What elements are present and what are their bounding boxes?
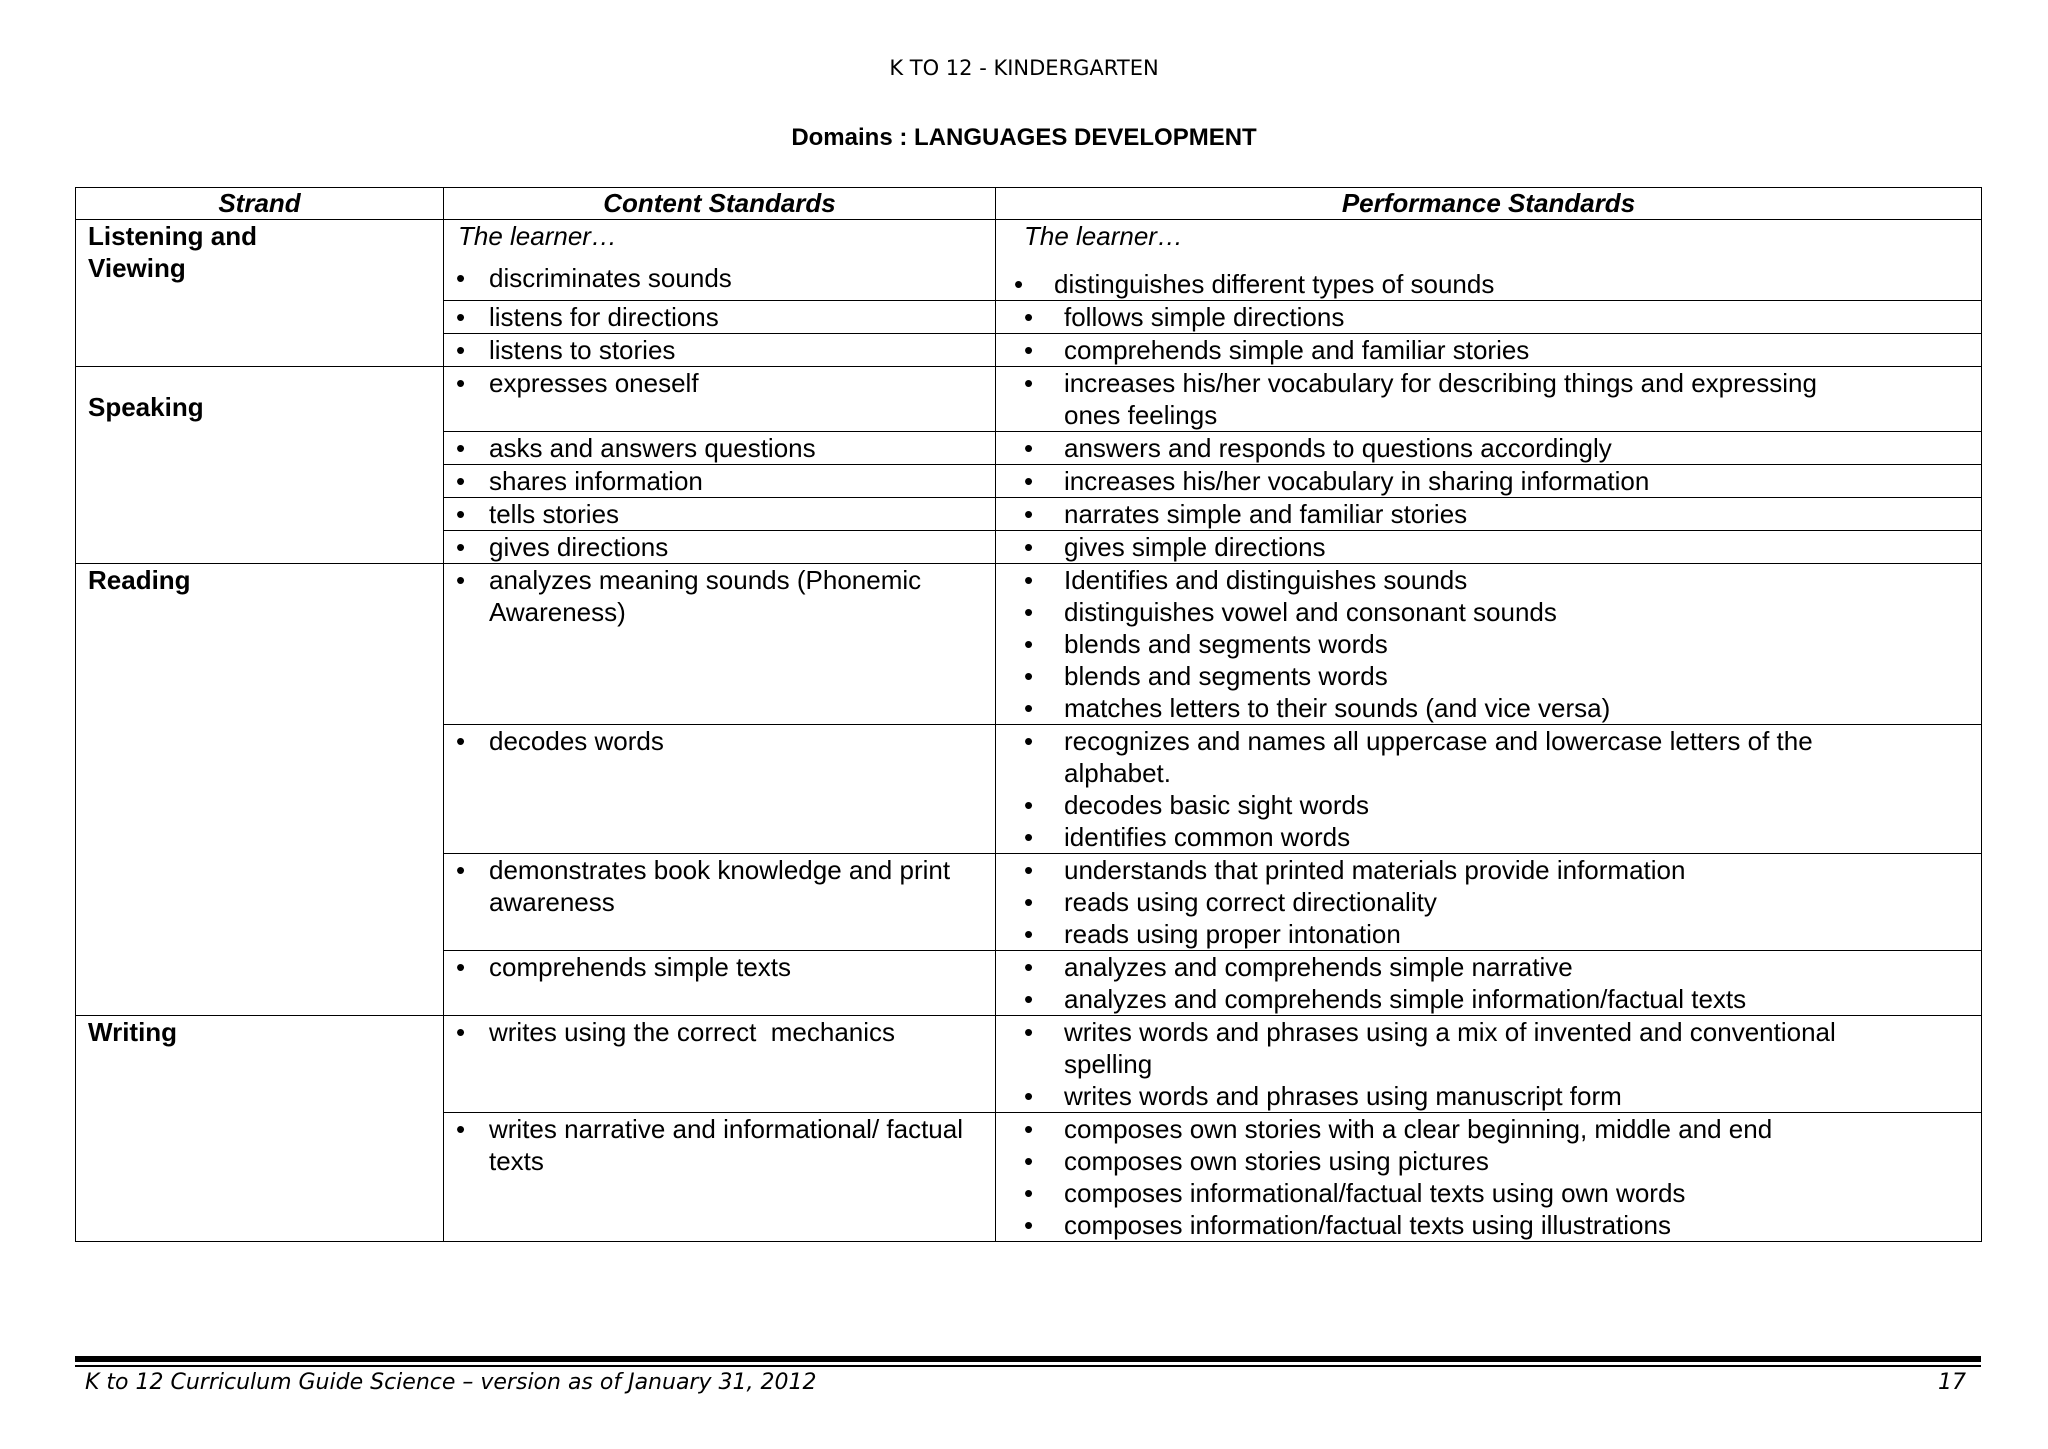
performance-item: • writes words and phrases using a mix of invented and conventional spelling: [1006, 1016, 1971, 1080]
performance-item: • identifies common words: [1006, 821, 1971, 853]
content-cell: [444, 220, 996, 301]
performance-cell: [996, 301, 1982, 334]
performance-cell: [996, 725, 1982, 854]
content-item: • shares information: [454, 465, 985, 497]
content-item: • decodes words: [454, 725, 985, 757]
footer-rule-thin: [75, 1365, 1981, 1367]
learner-prefix: The learner…: [458, 221, 617, 251]
content-cell: [444, 725, 996, 854]
performance-item: • composes informational/factual texts using own words: [1006, 1177, 1971, 1209]
performance-cell: [996, 432, 1982, 465]
performance-cell: [996, 334, 1982, 367]
content-cell: [444, 531, 996, 564]
standards-table: [75, 187, 1982, 1242]
performance-item: • composes information/factual texts using illustrations: [1006, 1209, 1971, 1241]
content-item: • tells stories: [454, 498, 985, 530]
performance-item: • composes own stories with a clear beginning, middle and end: [1006, 1113, 1971, 1145]
content-cell: [444, 951, 996, 1016]
strand-label: Listening and Viewing: [88, 221, 257, 283]
content-item: • writes narrative and informational/ factual texts: [454, 1113, 985, 1177]
content-item: • listens to stories: [454, 334, 985, 366]
table-row: [76, 564, 1982, 725]
performance-item: • narrates simple and familiar stories: [1006, 498, 1971, 530]
content-item: • demonstrates book knowledge and print awareness: [454, 854, 985, 918]
content-item: • asks and answers questions: [454, 432, 985, 464]
performance-cell: [996, 854, 1982, 951]
performance-item: • distinguishes vowel and consonant sounds: [1006, 596, 1971, 628]
performance-item: • analyzes and comprehends simple information/factual texts: [1006, 983, 1971, 1015]
performance-item: • writes words and phrases using manuscript form: [1006, 1080, 1971, 1112]
page-header: K TO 12 - KINDERGARTEN: [889, 56, 1159, 80]
performance-item: • reads using proper intonation: [1006, 918, 1971, 950]
performance-item: • composes own stories using pictures: [1006, 1145, 1971, 1177]
content-item: • writes using the correct mechanics: [454, 1016, 985, 1048]
content-item: • analyzes meaning sounds (Phonemic Awareness): [454, 564, 985, 628]
footer-title: K to 12 Curriculum Guide Science – version as of January 31, 2012: [85, 1370, 817, 1395]
content-item: • discriminates sounds: [454, 262, 985, 294]
content-item: • comprehends simple texts: [454, 951, 985, 983]
performance-cell: [996, 220, 1982, 301]
strand-label: Speaking: [88, 392, 204, 422]
strand-cell: [76, 220, 444, 367]
performance-item: • distinguishes different types of sounds: [996, 268, 1971, 300]
content-item: • gives directions: [454, 531, 985, 563]
content-cell: [444, 564, 996, 725]
content-cell: [444, 334, 996, 367]
content-cell: [444, 367, 996, 432]
content-cell: [444, 1113, 996, 1242]
strand-cell: [76, 1016, 444, 1242]
performance-cell: [996, 1016, 1982, 1113]
performance-item: • increases his/her vocabulary in sharing information: [1006, 465, 1971, 497]
strand-cell: [76, 367, 444, 564]
performance-item: • increases his/her vocabulary for describing things and expressing ones feelings: [1006, 367, 1971, 431]
content-item: • listens for directions: [454, 301, 985, 333]
content-cell: [444, 498, 996, 531]
performance-item: • recognizes and names all uppercase and lowercase letters of the alphabet.: [1006, 725, 1971, 789]
strand-label: Writing: [88, 1017, 178, 1047]
strand-label: Reading: [88, 565, 191, 595]
content-cell: [444, 301, 996, 334]
content-cell: [444, 465, 996, 498]
learner-prefix: The learner…: [1024, 221, 1183, 251]
performance-item: • Identifies and distinguishes sounds: [1006, 564, 1971, 596]
content-cell: [444, 432, 996, 465]
page-number: 17: [1938, 1370, 1966, 1395]
performance-item: • follows simple directions: [1006, 301, 1971, 333]
performance-item: • matches letters to their sounds (and vice versa): [1006, 692, 1971, 724]
performance-item: • decodes basic sight words: [1006, 789, 1971, 821]
content-item: • expresses oneself: [454, 367, 985, 399]
footer-rule-thick: [75, 1356, 1981, 1362]
performance-cell: [996, 498, 1982, 531]
table-row: [76, 367, 1982, 432]
performance-cell: [996, 465, 1982, 498]
performance-item: • gives simple directions: [1006, 531, 1971, 563]
column-header-content-standards: Content Standards: [444, 188, 996, 220]
performance-item: • understands that printed materials provide information: [1006, 854, 1971, 886]
performance-cell: [996, 564, 1982, 725]
domain-title: Domains : LANGUAGES DEVELOPMENT: [791, 124, 1257, 151]
performance-item: • analyzes and comprehends simple narrative: [1006, 951, 1971, 983]
performance-cell: [996, 367, 1982, 432]
performance-item: • blends and segments words: [1006, 628, 1971, 660]
content-cell: [444, 854, 996, 951]
performance-item: • answers and responds to questions accordingly: [1006, 432, 1971, 464]
column-header-performance-standards: Performance Standards: [996, 188, 1982, 220]
table-row: [76, 1016, 1982, 1113]
strand-cell: [76, 564, 444, 1016]
performance-item: • comprehends simple and familiar stories: [1006, 334, 1971, 366]
table-row: [76, 220, 1982, 301]
column-header-strand: Strand: [76, 188, 444, 220]
performance-cell: [996, 1113, 1982, 1242]
performance-item: • reads using correct directionality: [1006, 886, 1971, 918]
performance-item: • blends and segments words: [1006, 660, 1971, 692]
performance-cell: [996, 531, 1982, 564]
content-cell: [444, 1016, 996, 1113]
table-header-row: [76, 188, 1982, 220]
performance-cell: [996, 951, 1982, 1016]
